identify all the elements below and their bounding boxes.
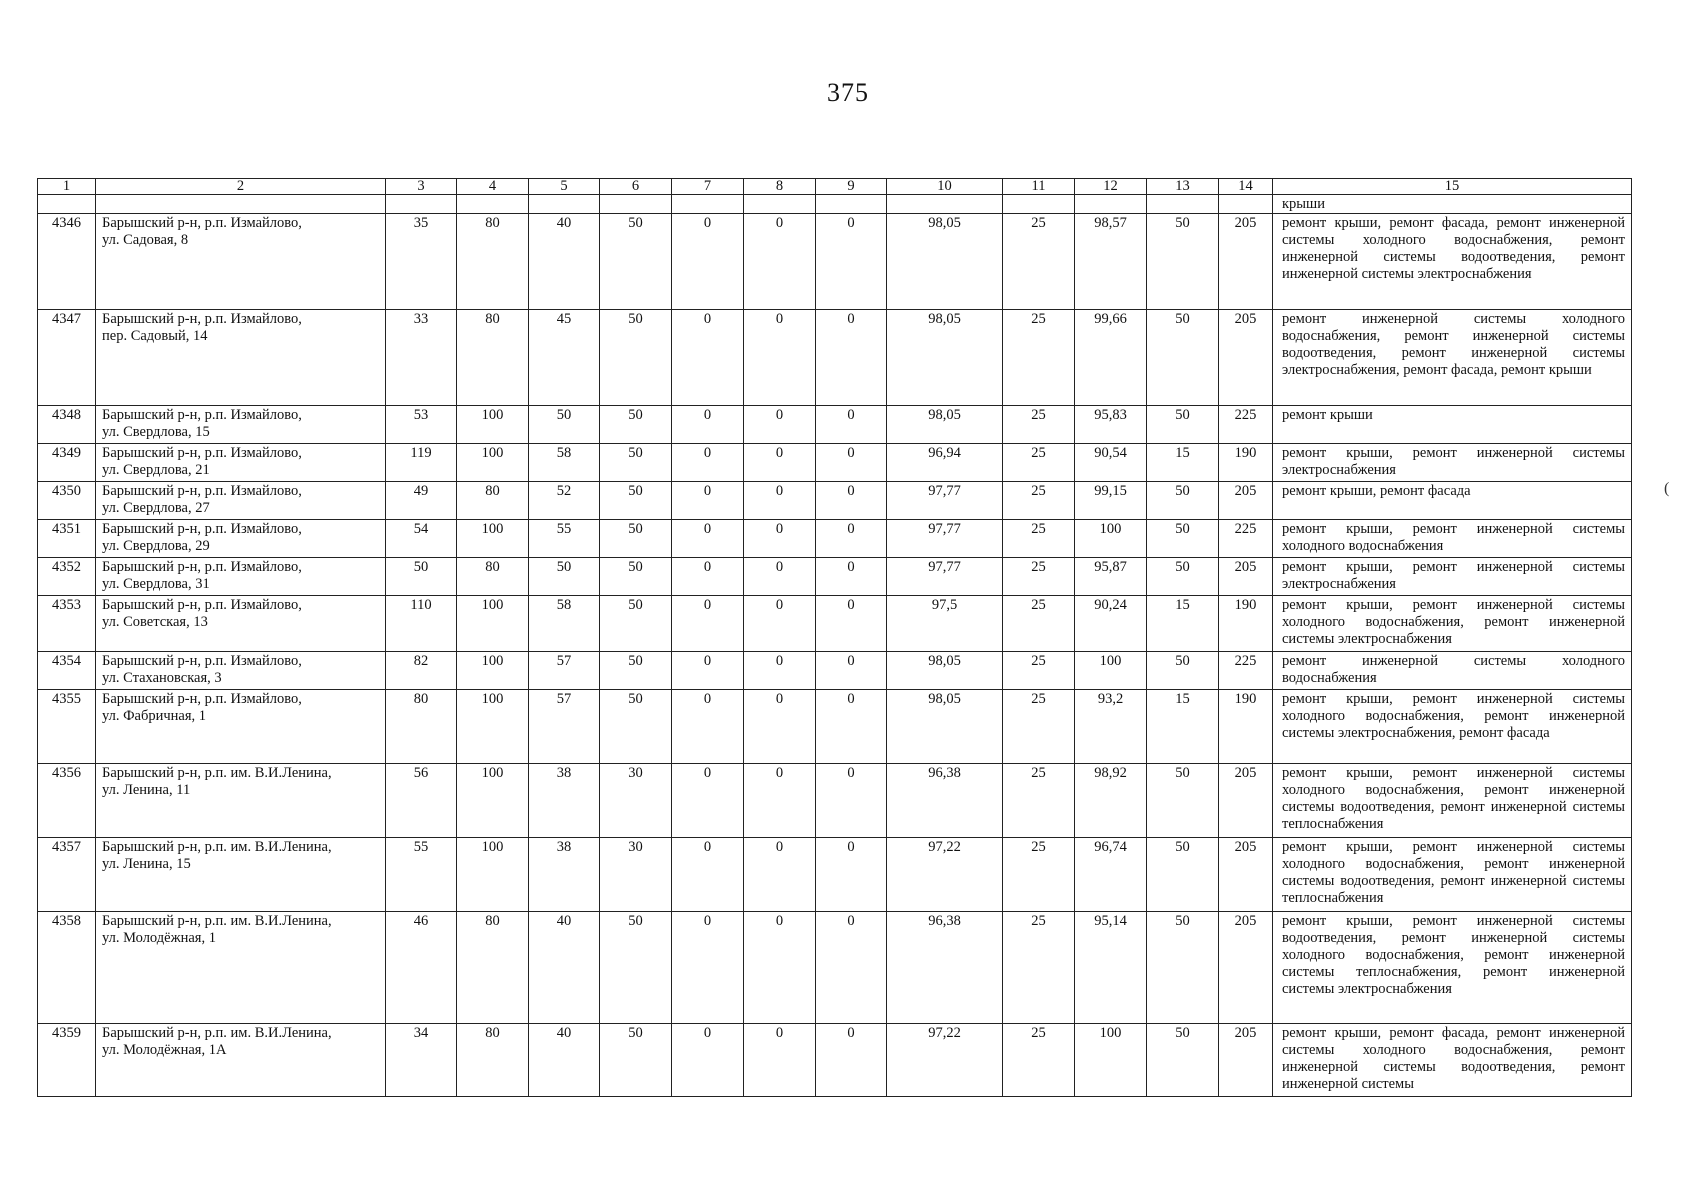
- value-cell-col-4: 80: [457, 912, 529, 1024]
- address-line-street: ул. Молодёжная, 1А: [102, 1042, 227, 1058]
- row-number: 4354: [38, 652, 96, 690]
- value-cell-col-6: 50: [600, 406, 672, 444]
- value-cell-col-13: 15: [1147, 596, 1219, 652]
- value-cell-col-6: 30: [600, 764, 672, 838]
- row-number: 4346: [38, 214, 96, 310]
- table-row: [38, 444, 1632, 482]
- value-cell-col-13: 50: [1147, 912, 1219, 1024]
- value-cell-col-3: 53: [386, 406, 457, 444]
- value-cell-col-8: 0: [744, 406, 816, 444]
- value-cell-col-4: 100: [457, 406, 529, 444]
- value-cell-col-11: 25: [1003, 1024, 1075, 1097]
- address-line-street: ул. Фабричная, 1: [102, 708, 207, 724]
- value-cell-col-12: 99,66: [1075, 310, 1147, 406]
- column-number-row: [38, 179, 1632, 195]
- address-line-district: Барышский р-н, р.п. Измайлово,: [102, 653, 302, 669]
- column-header: 1: [38, 179, 96, 195]
- value-cell-col-6: 50: [600, 444, 672, 482]
- address-cell: [96, 764, 386, 838]
- row-number: 4350: [38, 482, 96, 520]
- work-description: ремонт крыши, ремонт инженерной системы электроснабжения: [1273, 558, 1632, 596]
- value-cell-col-6: 50: [600, 596, 672, 652]
- column-header: 8: [744, 179, 816, 195]
- column-header: 6: [600, 179, 672, 195]
- value-cell-col-11: 25: [1003, 690, 1075, 764]
- work-description: ремонт инженерной системы холодного водоснабжения, ремонт инженерной системы водоотведения, ремонт инженерной системы электроснабжения, ремонт фасада, ремонт крыши: [1273, 310, 1632, 406]
- address-line-district: Барышский р-н, р.п. Измайлово,: [102, 559, 302, 575]
- address-line-district: Барышский р-н, р.п. Измайлово,: [102, 407, 302, 423]
- value-cell-col-11: 25: [1003, 912, 1075, 1024]
- value-cell-col-7: 0: [672, 482, 744, 520]
- value-cell-col-4: 100: [457, 444, 529, 482]
- value-cell-col-14: 205: [1219, 838, 1273, 912]
- address-line-district: Барышский р-н, р.п. им. В.И.Ленина,: [102, 839, 332, 855]
- value-cell-col-14: 225: [1219, 652, 1273, 690]
- value-cell-col-11: 25: [1003, 520, 1075, 558]
- column-header: 10: [887, 179, 1003, 195]
- value-cell-col-6: 50: [600, 1024, 672, 1097]
- value-cell-col-9: 0: [816, 690, 887, 764]
- work-description: ремонт крыши, ремонт фасада, ремонт инженерной системы холодного водоснабжения, ремонт инженерной системы водоотведения, ремонт инженерной системы электроснабжения: [1273, 214, 1632, 310]
- value-cell-col-11: 25: [1003, 310, 1075, 406]
- margin-mark: (: [1664, 480, 1670, 497]
- value-cell-col-5: 38: [529, 838, 600, 912]
- value-cell-col-3: 54: [386, 520, 457, 558]
- value-cell-col-9: 0: [816, 214, 887, 310]
- address-line-street: ул. Свердлова, 15: [102, 424, 210, 440]
- value-cell-col-10: 98,05: [887, 214, 1003, 310]
- value-cell-col-9: 0: [816, 520, 887, 558]
- value-cell-col-12: 100: [1075, 520, 1147, 558]
- value-cell-col-6: 50: [600, 310, 672, 406]
- address-line-district: Барышский р-н, р.п. Измайлово,: [102, 215, 302, 231]
- value-cell-col-5: 58: [529, 596, 600, 652]
- value-cell-col-14: 225: [1219, 520, 1273, 558]
- value-cell-col-5: 45: [529, 310, 600, 406]
- value-cell-col-11: 25: [1003, 406, 1075, 444]
- value-cell-col-9: 0: [816, 912, 887, 1024]
- table-row: [38, 596, 1632, 652]
- value-cell-col-11: 25: [1003, 444, 1075, 482]
- address-line-street: ул. Ленина, 11: [102, 782, 191, 798]
- address-cell: [96, 690, 386, 764]
- address-line-district: Барышский р-н, р.п. Измайлово,: [102, 483, 302, 499]
- address-cell: [96, 214, 386, 310]
- value-cell-col-10: 96,38: [887, 764, 1003, 838]
- table-row: [38, 764, 1632, 838]
- value-cell-col-12: 95,87: [1075, 558, 1147, 596]
- column-header: 2: [96, 179, 386, 195]
- column-header: 12: [1075, 179, 1147, 195]
- value-cell-col-5: 40: [529, 214, 600, 310]
- row-number: 4356: [38, 764, 96, 838]
- value-cell-col-13: 50: [1147, 406, 1219, 444]
- value-cell-col-13: 50: [1147, 652, 1219, 690]
- work-description: ремонт крыши, ремонт инженерной системы холодного водоснабжения, ремонт инженерной системы электроснабжения, ремонт фасада: [1273, 690, 1632, 764]
- address-line-street: ул. Свердлова, 31: [102, 576, 210, 592]
- table-row: [38, 652, 1632, 690]
- value-cell-col-4: 80: [457, 558, 529, 596]
- value-cell-col-8: 0: [744, 444, 816, 482]
- table-row: [38, 912, 1632, 1024]
- address-cell: [96, 838, 386, 912]
- work-description: ремонт крыши, ремонт инженерной системы холодного водоснабжения, ремонт инженерной системы водоотведения, ремонт инженерной системы теплоснабжения: [1273, 838, 1632, 912]
- address-cell: [96, 310, 386, 406]
- value-cell-col-13: 50: [1147, 214, 1219, 310]
- value-cell-col-9: 0: [816, 838, 887, 912]
- value-cell-col-8: 0: [744, 1024, 816, 1097]
- value-cell-col-7: 0: [672, 1024, 744, 1097]
- address-cell: [96, 406, 386, 444]
- value-cell-col-3: 34: [386, 1024, 457, 1097]
- continuation-row: [38, 195, 1632, 214]
- value-cell-col-4: 80: [457, 310, 529, 406]
- value-cell-col-4: 100: [457, 838, 529, 912]
- address-line-district: Барышский р-н, р.п. Измайлово,: [102, 311, 302, 327]
- value-cell-col-11: 25: [1003, 838, 1075, 912]
- repair-program-table: [37, 178, 1632, 1097]
- value-cell-col-3: 56: [386, 764, 457, 838]
- value-cell-col-13: 50: [1147, 520, 1219, 558]
- value-cell-col-8: 0: [744, 912, 816, 1024]
- value-cell-col-11: 25: [1003, 652, 1075, 690]
- address-cell: [96, 596, 386, 652]
- value-cell-col-9: 0: [816, 652, 887, 690]
- value-cell-col-9: 0: [816, 444, 887, 482]
- address-line-district: Барышский р-н, р.п. им. В.И.Ленина,: [102, 913, 332, 929]
- column-header: 7: [672, 179, 744, 195]
- value-cell-col-3: 33: [386, 310, 457, 406]
- work-description: ремонт крыши, ремонт фасада, ремонт инженерной системы холодного водоснабжения, ремонт инженерной системы водоотведения, ремонт инженерной системы: [1273, 1024, 1632, 1097]
- column-header: 5: [529, 179, 600, 195]
- table-row: [38, 838, 1632, 912]
- row-number: 4348: [38, 406, 96, 444]
- value-cell-col-5: 57: [529, 652, 600, 690]
- address-line-district: Барышский р-н, р.п. Измайлово,: [102, 691, 302, 707]
- work-description: ремонт крыши, ремонт инженерной системы холодного водоснабжения, ремонт инженерной системы водоотведения, ремонт инженерной системы теплоснабжения: [1273, 764, 1632, 838]
- value-cell-col-14: 205: [1219, 912, 1273, 1024]
- value-cell-col-10: 96,94: [887, 444, 1003, 482]
- column-header: 13: [1147, 179, 1219, 195]
- value-cell-col-7: 0: [672, 764, 744, 838]
- value-cell-col-3: 49: [386, 482, 457, 520]
- work-description: ремонт крыши, ремонт инженерной системы водоотведения, ремонт инженерной системы холодного водоснабжения, ремонт инженерной системы теплоснабжения, ремонт инженерной системы электроснабжения: [1273, 912, 1632, 1024]
- address-line-street: ул. Свердлова, 21: [102, 462, 210, 478]
- value-cell-col-4: 100: [457, 520, 529, 558]
- value-cell-col-5: 58: [529, 444, 600, 482]
- value-cell-col-5: 50: [529, 406, 600, 444]
- value-cell-col-3: 46: [386, 912, 457, 1024]
- value-cell-col-7: 0: [672, 558, 744, 596]
- value-cell-col-7: 0: [672, 520, 744, 558]
- value-cell-col-13: 50: [1147, 558, 1219, 596]
- column-header: 9: [816, 179, 887, 195]
- column-header: 14: [1219, 179, 1273, 195]
- value-cell-col-9: 0: [816, 310, 887, 406]
- continuation-text: крыши: [1273, 195, 1632, 214]
- table-row: [38, 690, 1632, 764]
- value-cell-col-8: 0: [744, 764, 816, 838]
- value-cell-col-10: 98,05: [887, 310, 1003, 406]
- value-cell-col-7: 0: [672, 214, 744, 310]
- table-row: [38, 520, 1632, 558]
- value-cell-col-6: 50: [600, 520, 672, 558]
- value-cell-col-14: 190: [1219, 596, 1273, 652]
- value-cell-col-13: 50: [1147, 764, 1219, 838]
- row-number: 4347: [38, 310, 96, 406]
- value-cell-col-10: 96,38: [887, 912, 1003, 1024]
- value-cell-col-5: 50: [529, 558, 600, 596]
- row-number: 4355: [38, 690, 96, 764]
- address-line-street: пер. Садовый, 14: [102, 328, 208, 344]
- address-line-street: ул. Стахановская, 3: [102, 670, 222, 686]
- address-line-district: Барышский р-н, р.п. им. В.И.Ленина,: [102, 1025, 332, 1041]
- value-cell-col-8: 0: [744, 520, 816, 558]
- value-cell-col-6: 50: [600, 652, 672, 690]
- value-cell-col-13: 15: [1147, 444, 1219, 482]
- value-cell-col-4: 100: [457, 764, 529, 838]
- value-cell-col-13: 50: [1147, 838, 1219, 912]
- address-line-street: ул. Свердлова, 29: [102, 538, 210, 554]
- address-line-district: Барышский р-н, р.п. Измайлово,: [102, 597, 302, 613]
- row-number: 4351: [38, 520, 96, 558]
- value-cell-col-9: 0: [816, 1024, 887, 1097]
- row-number: 4353: [38, 596, 96, 652]
- value-cell-col-12: 90,24: [1075, 596, 1147, 652]
- value-cell-col-3: 35: [386, 214, 457, 310]
- address-cell: [96, 652, 386, 690]
- value-cell-col-8: 0: [744, 482, 816, 520]
- address-cell: [96, 1024, 386, 1097]
- address-cell: [96, 482, 386, 520]
- address-cell: [96, 520, 386, 558]
- value-cell-col-14: 205: [1219, 1024, 1273, 1097]
- value-cell-col-14: 190: [1219, 690, 1273, 764]
- page-number: 375: [827, 78, 869, 107]
- table-row: [38, 558, 1632, 596]
- table-row: [38, 310, 1632, 406]
- value-cell-col-7: 0: [672, 596, 744, 652]
- row-number: 4349: [38, 444, 96, 482]
- value-cell-col-5: 40: [529, 912, 600, 1024]
- value-cell-col-12: 90,54: [1075, 444, 1147, 482]
- value-cell-col-11: 25: [1003, 596, 1075, 652]
- address-line-district: Барышский р-н, р.п. им. В.И.Ленина,: [102, 765, 332, 781]
- value-cell-col-7: 0: [672, 838, 744, 912]
- value-cell-col-14: 205: [1219, 214, 1273, 310]
- value-cell-col-12: 99,15: [1075, 482, 1147, 520]
- value-cell-col-12: 95,83: [1075, 406, 1147, 444]
- address-line-street: ул. Свердлова, 27: [102, 500, 210, 516]
- work-description: ремонт крыши, ремонт фасада: [1273, 482, 1632, 520]
- table-row: [38, 1024, 1632, 1097]
- value-cell-col-13: 15: [1147, 690, 1219, 764]
- work-description: ремонт крыши, ремонт инженерной системы холодного водоснабжения: [1273, 520, 1632, 558]
- value-cell-col-7: 0: [672, 310, 744, 406]
- value-cell-col-12: 98,57: [1075, 214, 1147, 310]
- value-cell-col-10: 97,22: [887, 1024, 1003, 1097]
- value-cell-col-14: 205: [1219, 310, 1273, 406]
- column-header: 3: [386, 179, 457, 195]
- value-cell-col-4: 100: [457, 652, 529, 690]
- value-cell-col-12: 100: [1075, 1024, 1147, 1097]
- value-cell-col-12: 98,92: [1075, 764, 1147, 838]
- value-cell-col-13: 50: [1147, 1024, 1219, 1097]
- value-cell-col-11: 25: [1003, 764, 1075, 838]
- value-cell-col-7: 0: [672, 912, 744, 1024]
- value-cell-col-8: 0: [744, 596, 816, 652]
- value-cell-col-9: 0: [816, 406, 887, 444]
- value-cell-col-13: 50: [1147, 310, 1219, 406]
- value-cell-col-6: 50: [600, 214, 672, 310]
- address-line-district: Барышский р-н, р.п. Измайлово,: [102, 445, 302, 461]
- value-cell-col-8: 0: [744, 652, 816, 690]
- value-cell-col-9: 0: [816, 596, 887, 652]
- work-description: ремонт крыши, ремонт инженерной системы электроснабжения: [1273, 444, 1632, 482]
- row-number: 4358: [38, 912, 96, 1024]
- value-cell-col-3: 55: [386, 838, 457, 912]
- table-row: [38, 482, 1632, 520]
- value-cell-col-5: 40: [529, 1024, 600, 1097]
- value-cell-col-4: 80: [457, 214, 529, 310]
- value-cell-col-7: 0: [672, 652, 744, 690]
- value-cell-col-10: 97,77: [887, 482, 1003, 520]
- value-cell-col-6: 50: [600, 690, 672, 764]
- row-number: 4357: [38, 838, 96, 912]
- value-cell-col-7: 0: [672, 690, 744, 764]
- value-cell-col-14: 205: [1219, 558, 1273, 596]
- value-cell-col-7: 0: [672, 406, 744, 444]
- value-cell-col-3: 50: [386, 558, 457, 596]
- work-description: ремонт инженерной системы холодного водоснабжения: [1273, 652, 1632, 690]
- address-cell: [96, 558, 386, 596]
- value-cell-col-4: 80: [457, 1024, 529, 1097]
- address-cell: [96, 444, 386, 482]
- address-cell: [96, 912, 386, 1024]
- value-cell-col-3: 119: [386, 444, 457, 482]
- row-number: 4359: [38, 1024, 96, 1097]
- value-cell-col-9: 0: [816, 764, 887, 838]
- value-cell-col-4: 80: [457, 482, 529, 520]
- value-cell-col-12: 100: [1075, 652, 1147, 690]
- address-line-street: ул. Ленина, 15: [102, 856, 191, 872]
- address-line-street: ул. Молодёжная, 1: [102, 930, 216, 946]
- value-cell-col-5: 57: [529, 690, 600, 764]
- value-cell-col-14: 190: [1219, 444, 1273, 482]
- value-cell-col-14: 205: [1219, 764, 1273, 838]
- value-cell-col-11: 25: [1003, 214, 1075, 310]
- value-cell-col-13: 50: [1147, 482, 1219, 520]
- value-cell-col-14: 205: [1219, 482, 1273, 520]
- table-row: [38, 214, 1632, 310]
- value-cell-col-12: 93,2: [1075, 690, 1147, 764]
- value-cell-col-9: 0: [816, 558, 887, 596]
- value-cell-col-9: 0: [816, 482, 887, 520]
- value-cell-col-7: 0: [672, 444, 744, 482]
- value-cell-col-8: 0: [744, 310, 816, 406]
- value-cell-col-6: 50: [600, 558, 672, 596]
- value-cell-col-6: 50: [600, 482, 672, 520]
- value-cell-col-10: 97,22: [887, 838, 1003, 912]
- column-header: 4: [457, 179, 529, 195]
- table-row: [38, 406, 1632, 444]
- value-cell-col-10: 97,77: [887, 558, 1003, 596]
- value-cell-col-10: 97,5: [887, 596, 1003, 652]
- value-cell-col-3: 82: [386, 652, 457, 690]
- value-cell-col-3: 110: [386, 596, 457, 652]
- value-cell-col-8: 0: [744, 838, 816, 912]
- value-cell-col-6: 30: [600, 838, 672, 912]
- value-cell-col-11: 25: [1003, 558, 1075, 596]
- value-cell-col-4: 100: [457, 690, 529, 764]
- value-cell-col-10: 98,05: [887, 652, 1003, 690]
- value-cell-col-5: 52: [529, 482, 600, 520]
- row-number: 4352: [38, 558, 96, 596]
- value-cell-col-8: 0: [744, 558, 816, 596]
- value-cell-col-10: 98,05: [887, 690, 1003, 764]
- value-cell-col-12: 95,14: [1075, 912, 1147, 1024]
- value-cell-col-14: 225: [1219, 406, 1273, 444]
- value-cell-col-5: 38: [529, 764, 600, 838]
- value-cell-col-12: 96,74: [1075, 838, 1147, 912]
- address-line-street: ул. Советская, 13: [102, 614, 208, 630]
- value-cell-col-4: 100: [457, 596, 529, 652]
- value-cell-col-5: 55: [529, 520, 600, 558]
- work-description: ремонт крыши, ремонт инженерной системы холодного водоснабжения, ремонт инженерной системы электроснабжения: [1273, 596, 1632, 652]
- value-cell-col-10: 98,05: [887, 406, 1003, 444]
- value-cell-col-8: 0: [744, 690, 816, 764]
- value-cell-col-11: 25: [1003, 482, 1075, 520]
- column-header: 15: [1273, 179, 1632, 195]
- value-cell-col-10: 97,77: [887, 520, 1003, 558]
- column-header: 11: [1003, 179, 1075, 195]
- value-cell-col-8: 0: [744, 214, 816, 310]
- address-line-street: ул. Садовая, 8: [102, 232, 189, 248]
- address-line-district: Барышский р-н, р.п. Измайлово,: [102, 521, 302, 537]
- work-description: ремонт крыши: [1273, 406, 1632, 444]
- value-cell-col-3: 80: [386, 690, 457, 764]
- value-cell-col-6: 50: [600, 912, 672, 1024]
